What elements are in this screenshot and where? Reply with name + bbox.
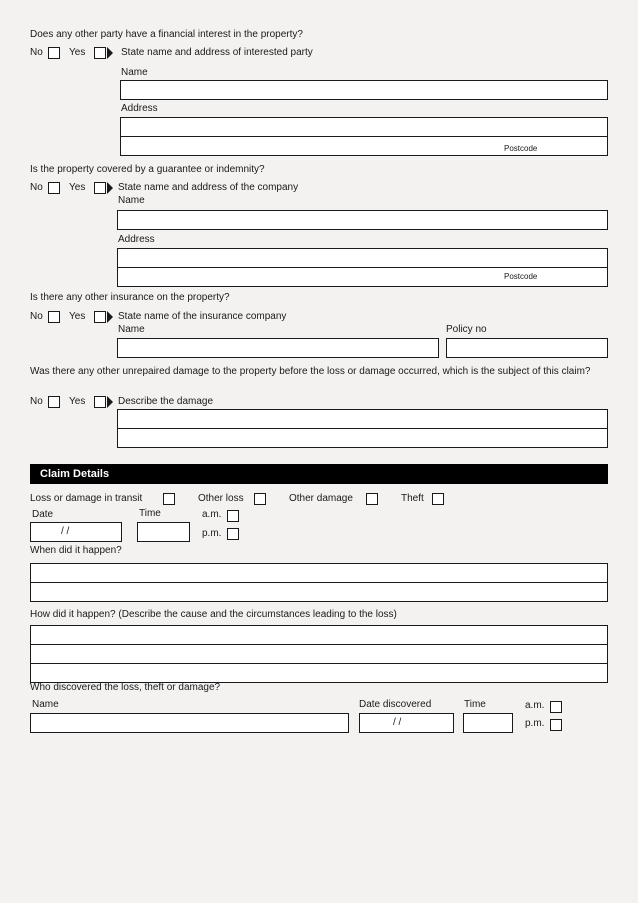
- name-label: Name: [32, 699, 59, 710]
- other-damage-checkbox[interactable]: [366, 493, 378, 505]
- time-label: Time: [139, 508, 161, 519]
- time-input[interactable]: [137, 522, 190, 542]
- arrow-right-icon: [107, 182, 113, 194]
- how-label: How did it happen? (Describe the cause and the circumstances leading to the loss): [30, 609, 397, 620]
- date-separator: / /: [393, 717, 402, 728]
- how-input-3[interactable]: [30, 663, 608, 683]
- insurance-yes-checkbox[interactable]: [94, 311, 106, 323]
- yes-label: Yes: [69, 311, 86, 322]
- claim-details-header: [30, 464, 608, 484]
- other-damage-label: Other damage: [289, 493, 353, 504]
- damage-no-checkbox[interactable]: [48, 396, 60, 408]
- pm-checkbox[interactable]: [227, 528, 239, 540]
- section-title: Claim Details: [40, 468, 110, 480]
- company-name-input[interactable]: [117, 210, 608, 230]
- q-financial-interest: Does any other party have a financial interest in the property?: [30, 29, 303, 40]
- guarantee-yes-checkbox[interactable]: [94, 182, 106, 194]
- theft-checkbox[interactable]: [432, 493, 444, 505]
- insurer-name-input[interactable]: [117, 338, 439, 358]
- state-company-label: State name and address of the company: [118, 182, 299, 193]
- time-discovered-input[interactable]: [463, 713, 513, 733]
- no-label: No: [30, 47, 43, 58]
- arrow-right-icon: [107, 396, 113, 408]
- q-other-insurance: Is there any other insurance on the property?: [30, 292, 230, 303]
- date-label: Date: [32, 509, 54, 520]
- policy-no-input[interactable]: [446, 338, 608, 358]
- no-label: No: [30, 182, 43, 193]
- postcode-label: Postcode: [504, 144, 538, 153]
- name-label: Name: [121, 67, 148, 78]
- q-guarantee: Is the property covered by a guarantee or indemnity?: [30, 164, 265, 175]
- discovered-am-checkbox[interactable]: [550, 701, 562, 713]
- address-label: Address: [121, 103, 158, 114]
- other-loss-label: Other loss: [198, 493, 244, 504]
- no-label: No: [30, 396, 43, 407]
- other-loss-checkbox[interactable]: [254, 493, 266, 505]
- damage-input-2[interactable]: [117, 428, 608, 448]
- yes-label: Yes: [69, 182, 86, 193]
- time-label: Time: [464, 699, 486, 710]
- transit-label: Loss or damage in transit: [30, 493, 143, 504]
- no-label: No: [30, 311, 43, 322]
- party-address-input-1[interactable]: [120, 117, 608, 137]
- discoverer-name-input[interactable]: [30, 713, 349, 733]
- name-label: Name: [118, 324, 145, 335]
- how-input-1[interactable]: [30, 625, 608, 645]
- party-name-input[interactable]: [120, 80, 608, 100]
- am-checkbox[interactable]: [227, 510, 239, 522]
- arrow-right-icon: [107, 47, 113, 59]
- when-input-1[interactable]: [30, 563, 608, 583]
- name-label: Name: [118, 195, 145, 206]
- insurance-no-checkbox[interactable]: [48, 311, 60, 323]
- q-unrepaired-damage: Was there any other unrepaired damage to the property before the loss or damage occurred, which is the subject of this claim?: [30, 366, 591, 377]
- date-discovered-label: Date discovered: [359, 699, 432, 710]
- how-input-2[interactable]: [30, 644, 608, 664]
- guarantee-no-checkbox[interactable]: [48, 182, 60, 194]
- transit-checkbox[interactable]: [163, 493, 175, 505]
- financial-no-checkbox[interactable]: [48, 47, 60, 59]
- theft-label: Theft: [401, 493, 424, 504]
- state-insurer-label: State name of the insurance company: [118, 311, 287, 322]
- date-input[interactable]: [30, 522, 122, 542]
- am-label: a.m.: [202, 509, 222, 520]
- when-input-2[interactable]: [30, 582, 608, 602]
- state-party-label: State name and address of interested party: [121, 47, 313, 58]
- who-label: Who discovered the loss, theft or damage?: [30, 682, 221, 693]
- damage-input-1[interactable]: [117, 409, 608, 429]
- pm-label: p.m.: [202, 528, 222, 539]
- am-label: a.m.: [525, 700, 545, 711]
- date-discovered-input[interactable]: [359, 713, 454, 733]
- discovered-pm-checkbox[interactable]: [550, 719, 562, 731]
- policy-no-label: Policy no: [446, 324, 487, 335]
- date-separator: / /: [61, 526, 70, 537]
- arrow-right-icon: [107, 311, 113, 323]
- company-address-input-1[interactable]: [117, 248, 608, 268]
- damage-yes-checkbox[interactable]: [94, 396, 106, 408]
- describe-damage-label: Describe the damage: [118, 396, 214, 407]
- yes-label: Yes: [69, 47, 86, 58]
- yes-label: Yes: [69, 396, 86, 407]
- pm-label: p.m.: [525, 718, 545, 729]
- when-label: When did it happen?: [30, 545, 122, 556]
- address-label: Address: [118, 234, 155, 245]
- postcode-label: Postcode: [504, 272, 538, 281]
- financial-yes-checkbox[interactable]: [94, 47, 106, 59]
